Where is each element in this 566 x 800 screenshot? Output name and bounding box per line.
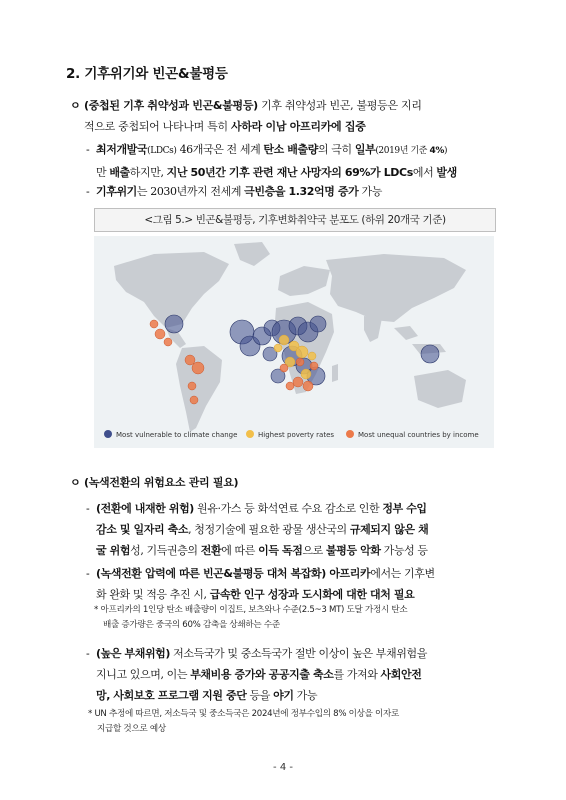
bullet-climate-vulnerability: ㅇ (중첩된 기후 취약성과 빈곤&불평등) 기후 취약성과 빈곤, 불평등은 지리 적으로 중첩되어 나타나며 특히 사하라 이남 아프리카에 집중: [70, 95, 510, 137]
dash-ldcs-emissions: - 최저개발국(LDCs) 46개국은 전 세계 탄소 배출량의 극히 일부(2019년 기준 4%) 만 배출하지만, 지난 50년간 기후 관련 재난 사망자의 69%가 LDCs에서 발생: [86, 143, 457, 179]
legend-item-inequality: Most unequal countries by income: [346, 430, 479, 439]
legend-item-vulnerable: Most vulnerable to climate change: [104, 430, 237, 439]
page-number: - 4 -: [273, 762, 293, 773]
world-map-figure: [94, 236, 494, 448]
bullet-marker: ㅇ: [70, 99, 81, 112]
dash-extreme-poverty: - 기후위기는 2030년까지 전세계 극빈층을 1.32억명 증가 가능: [86, 185, 382, 198]
dash-transition-risk: - (전환에 내재한 위험) 원유·가스 등 화석연료 수요 감소로 인한 정부 수입 감소 및 일자리 축소, 청정기술에 필요한 광물 생산국의 규제되지 않은 채 굴 위험성, 기득권층의 전환에 따른 이득 독점으로 불평등 악화 가능성 등: [86, 502, 429, 557]
legend-dot-poverty: [246, 430, 254, 438]
dash-africa-complexity: - (녹색전환 압력에 따른 빈곤&불평등 대처 복잡화) 아프리카에서는 기후변 화 완화 및 적응 추진 시, 급속한 인구 성장과 도시화에 대한 대처 필요: [86, 567, 435, 601]
note-un-estimate: * UN 추정에 따르면, 저소득국 및 중소득국은 2024년에 정부수입의 8% 이상을 이자로 지급할 것으로 예상: [88, 709, 400, 734]
legend-dot-inequality: [346, 430, 354, 438]
section-title: 2. 기후위기와 빈곤&불평등: [66, 66, 228, 82]
note-africa-emissions: * 아프리카의 1인당 탄소 배출량이 이집트, 보츠와나 수준(2.5~3 MT) 도달 가정시 탄소 배출 증가량은 중국의 60% 감축을 상쇄하는 수준: [94, 605, 408, 630]
figure-caption: <그림 5.> 빈곤&불평등, 기후변화취약국 분포도 (하위 20개국 기준): [94, 208, 496, 232]
legend-item-poverty: Highest poverty rates: [246, 430, 334, 439]
world-map: [94, 236, 494, 448]
dash-debt-risk: - (높은 부채위험) 저소득국가 및 중소득국가 절반 이상이 높은 부채위험을 지니고 있으며, 이는 부채비용 증가와 공공지출 축소를 가져와 사회안전 망, 사회보호 프로그램 지원 중단 등을 야기 가능: [86, 647, 427, 702]
legend-dot-vulnerable: [104, 430, 112, 438]
bullet-green-transition-risk: ㅇ (녹색전환의 위험요소 관리 필요): [70, 476, 239, 489]
map-legend: [100, 428, 490, 444]
